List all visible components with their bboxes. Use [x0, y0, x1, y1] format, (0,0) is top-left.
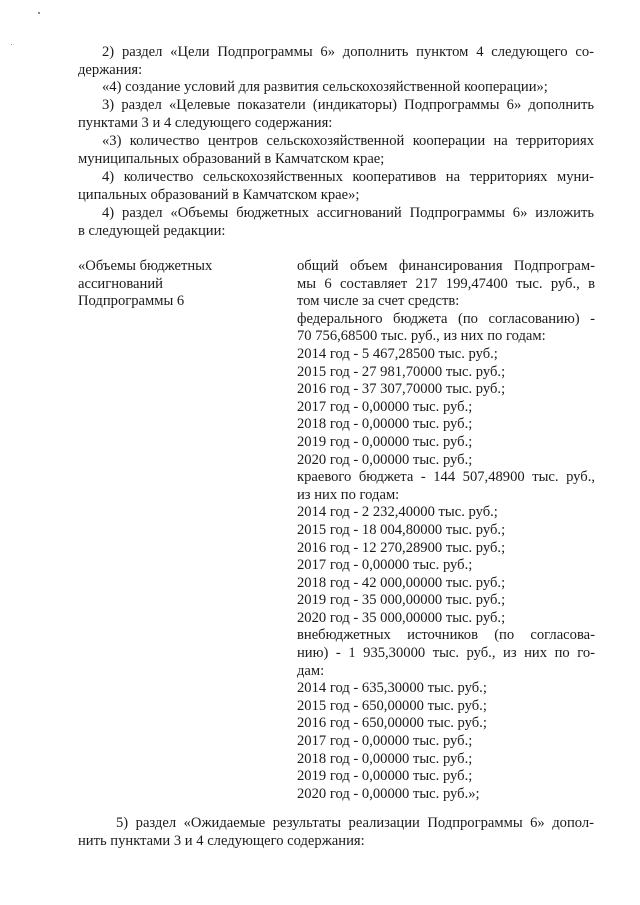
paragraph-line: 3) раздел «Целевые показатели (индикаторы) Подпрограммы 6» дополнить [102, 97, 594, 113]
table-cell-line: Подпрограммы 6 [78, 293, 185, 310]
paragraph-line: 2) раздел «Цели Подпрограммы 6» дополнить пунктом 4 следующего со- [102, 44, 594, 60]
paragraph-line: ципальных образований в Камчатском крае»; [78, 186, 360, 203]
table-cell-line: из них по годам: [297, 486, 400, 503]
table-cell-line: том числе за счет средств: [297, 293, 460, 310]
paragraph-line: держания: [78, 61, 143, 78]
table-cell-line: 2016 год - 37 307,70000 тыс. руб.; [297, 381, 506, 398]
table-cell-line: 2020 год - 0,00000 тыс. руб.»; [297, 785, 480, 802]
table-cell-line: ассигнований [78, 275, 163, 292]
table-cell-line: 2016 год - 12 270,28900 тыс. руб.; [297, 539, 506, 556]
table-cell-line: мы 6 составляет 217 199,47400 тыс. руб., в [297, 275, 595, 292]
table-cell-line: дам: [297, 662, 325, 679]
table-left-column [78, 258, 268, 311]
paragraph-indicator-4 [78, 169, 594, 204]
paragraph-line: нить пунктами 3 и 4 следующего содержания: [78, 832, 365, 849]
paragraph-line: пунктами 3 и 4 следующего содержания: [78, 114, 333, 131]
paragraph-section-4 [78, 205, 594, 240]
table-cell-line: 2017 год - 0,00000 тыс. руб.; [297, 398, 473, 415]
paragraph-line: муниципальных образований в Камчатском крае; [78, 150, 385, 167]
table-cell-line: общий объем финансирования Подпрограм- [297, 258, 595, 274]
paragraph-line: «3) количество центров сельскохозяйственной кооперации на территориях [102, 133, 594, 149]
scan-speck [38, 12, 40, 14]
table-cell-line: 2017 год - 0,00000 тыс. руб.; [297, 557, 473, 574]
table-cell-line: 2019 год - 35 000,00000 тыс. руб.; [297, 592, 506, 609]
paragraph-section-2 [78, 44, 594, 79]
table-cell-line: внебюджетных источников (по согласова- [297, 627, 595, 644]
table-cell-line: 2015 год - 18 004,80000 тыс. руб.; [297, 521, 506, 538]
table-cell-line: 70 756,68500 тыс. руб., из них по годам: [297, 328, 546, 345]
table-cell-line: 2014 год - 2 232,40000 тыс. руб.; [297, 504, 498, 521]
table-cell-line: нию) - 1 935,30000 тыс. руб., из них по го- [297, 645, 595, 662]
table-cell-line: 2019 год - 0,00000 тыс. руб.; [297, 768, 473, 785]
paragraph-indicator-3 [78, 133, 594, 168]
paragraph-section-5 [78, 815, 594, 850]
table-cell-line: федерального бюджета (по согласованию) - [297, 310, 595, 327]
paragraph-line: 4) количество сельскохозяйственных кооперативов на территориях муни- [102, 169, 594, 185]
table-cell-line: 2020 год - 0,00000 тыс. руб.; [297, 451, 473, 468]
paragraph-line: «4) создание условий для развития сельскохозяйственной кооперации»; [102, 79, 548, 95]
scan-speck [11, 44, 12, 45]
paragraph-goal-4 [102, 79, 594, 97]
paragraph-line: в следующей редакции: [78, 222, 226, 239]
table-cell-line: 2014 год - 635,30000 тыс. руб.; [297, 680, 487, 697]
table-cell-line: 2016 год - 650,00000 тыс. руб.; [297, 715, 487, 732]
paragraph-section-3 [78, 97, 594, 132]
table-cell-line: 2019 год - 0,00000 тыс. руб.; [297, 433, 473, 450]
table-cell-line: 2018 год - 42 000,00000 тыс. руб.; [297, 574, 506, 591]
table-right-column [297, 258, 595, 803]
table-cell-line: краевого бюджета - 144 507,48900 тыс. руб., [297, 469, 595, 486]
table-cell-line: 2015 год - 27 981,70000 тыс. руб.; [297, 363, 506, 380]
table-cell-line: 2015 год - 650,00000 тыс. руб.; [297, 697, 487, 714]
table-cell-line: 2014 год - 5 467,28500 тыс. руб.; [297, 345, 498, 362]
table-cell-line: 2020 год - 35 000,00000 тыс. руб.; [297, 609, 506, 626]
table-cell-line: 2018 год - 0,00000 тыс. руб.; [297, 750, 473, 767]
paragraph-line: 5) раздел «Ожидаемые результаты реализации Подпрограммы 6» допол- [116, 815, 594, 831]
paragraph-line: 4) раздел «Объемы бюджетных ассигнований Подпрограммы 6» изложить [102, 205, 594, 221]
table-cell-line: 2017 год - 0,00000 тыс. руб.; [297, 733, 473, 750]
table-cell-line: «Объемы бюджетных [78, 258, 213, 274]
table-cell-line: 2018 год - 0,00000 тыс. руб.; [297, 416, 473, 433]
